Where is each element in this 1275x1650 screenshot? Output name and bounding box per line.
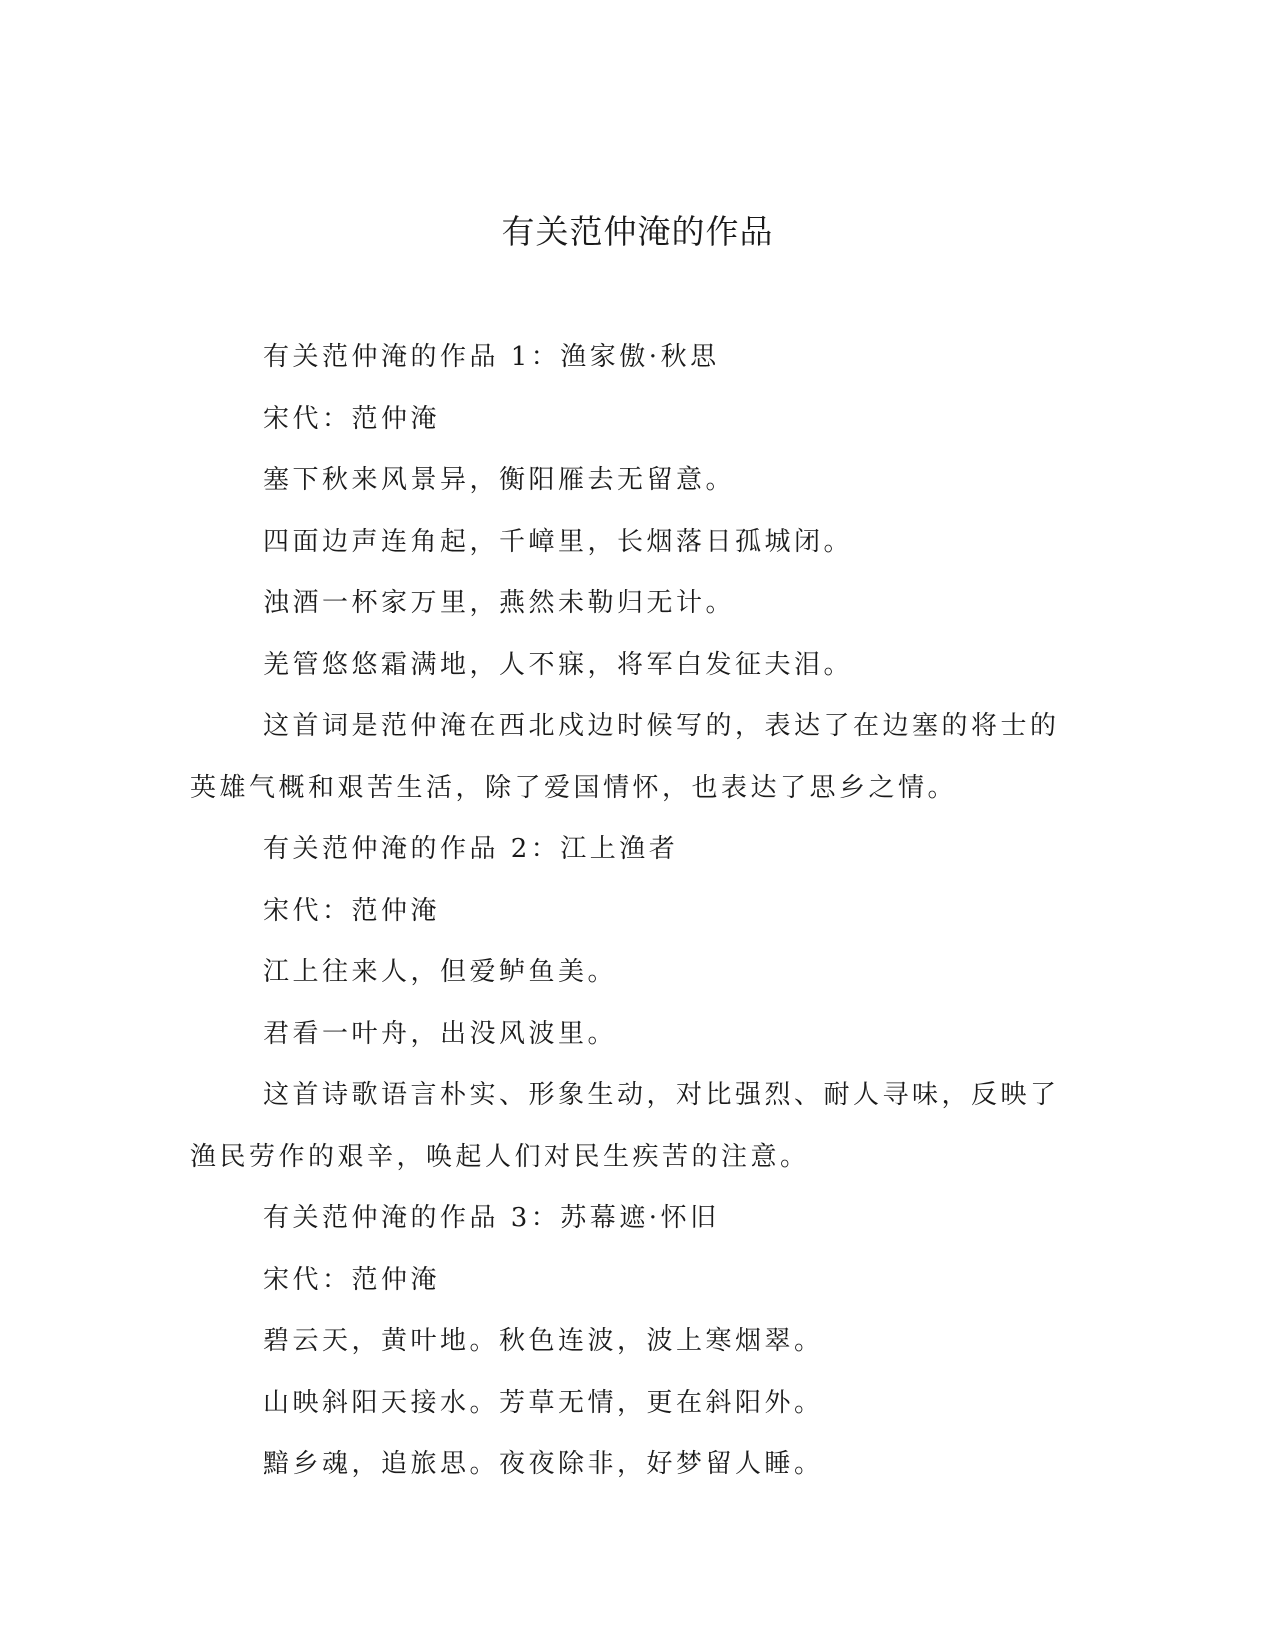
author-line: 宋代：范仲淹 [263,895,441,926]
section-heading-3: 有关范仲淹的作品 3：苏幕遮·怀旧 [263,1203,720,1233]
section-heading-1: 有关范仲淹的作品 1：渔家傲·秋思 [263,342,720,372]
poem-line: 君看一叶舟，出没风波里。 [263,1018,618,1049]
poem-line: 黯乡魂，追旅思。夜夜除非，好梦留人睡。 [263,1449,824,1479]
section-heading-2: 有关范仲淹的作品 2：江上渔者 [263,834,679,864]
commentary-paragraph: 这首诗歌语言朴实、形象生动，对比强烈、耐人寻味，反映了渔民劳作的艰辛，唤起人们对民生疾苦的注意。 [190,1080,1060,1172]
document-body [190,327,1080,1496]
poem-line: 羌管悠悠霜满地，人不寐，将军白发征夫泪。 [263,649,854,680]
author-line: 宋代：范仲淹 [263,1264,441,1295]
poem-line: 浊酒一杯家万里，燕然未勒归无计。 [263,588,736,618]
author-line: 宋代：范仲淹 [263,403,441,434]
document-title: 有关范仲淹的作品 [501,212,774,251]
poem-line: 江上往来人，但爱鲈鱼美。 [263,957,618,987]
poem-line: 塞下秋来风景异，衡阳雁去无留意。 [263,465,736,495]
commentary-paragraph: 这首词是范仲淹在西北戍边时候写的，表达了在边塞的将士的英雄气概和艰苦生活，除了爱国情怀，也表达了思乡之情。 [190,711,1060,803]
poem-line: 碧云天，黄叶地。秋色连波，波上寒烟翠。 [263,1326,824,1356]
poem-line: 四面边声连角起，千嶂里，长烟落日孤城闭。 [263,526,854,557]
poem-line: 山映斜阳天接水。芳草无情，更在斜阳外。 [263,1387,824,1418]
